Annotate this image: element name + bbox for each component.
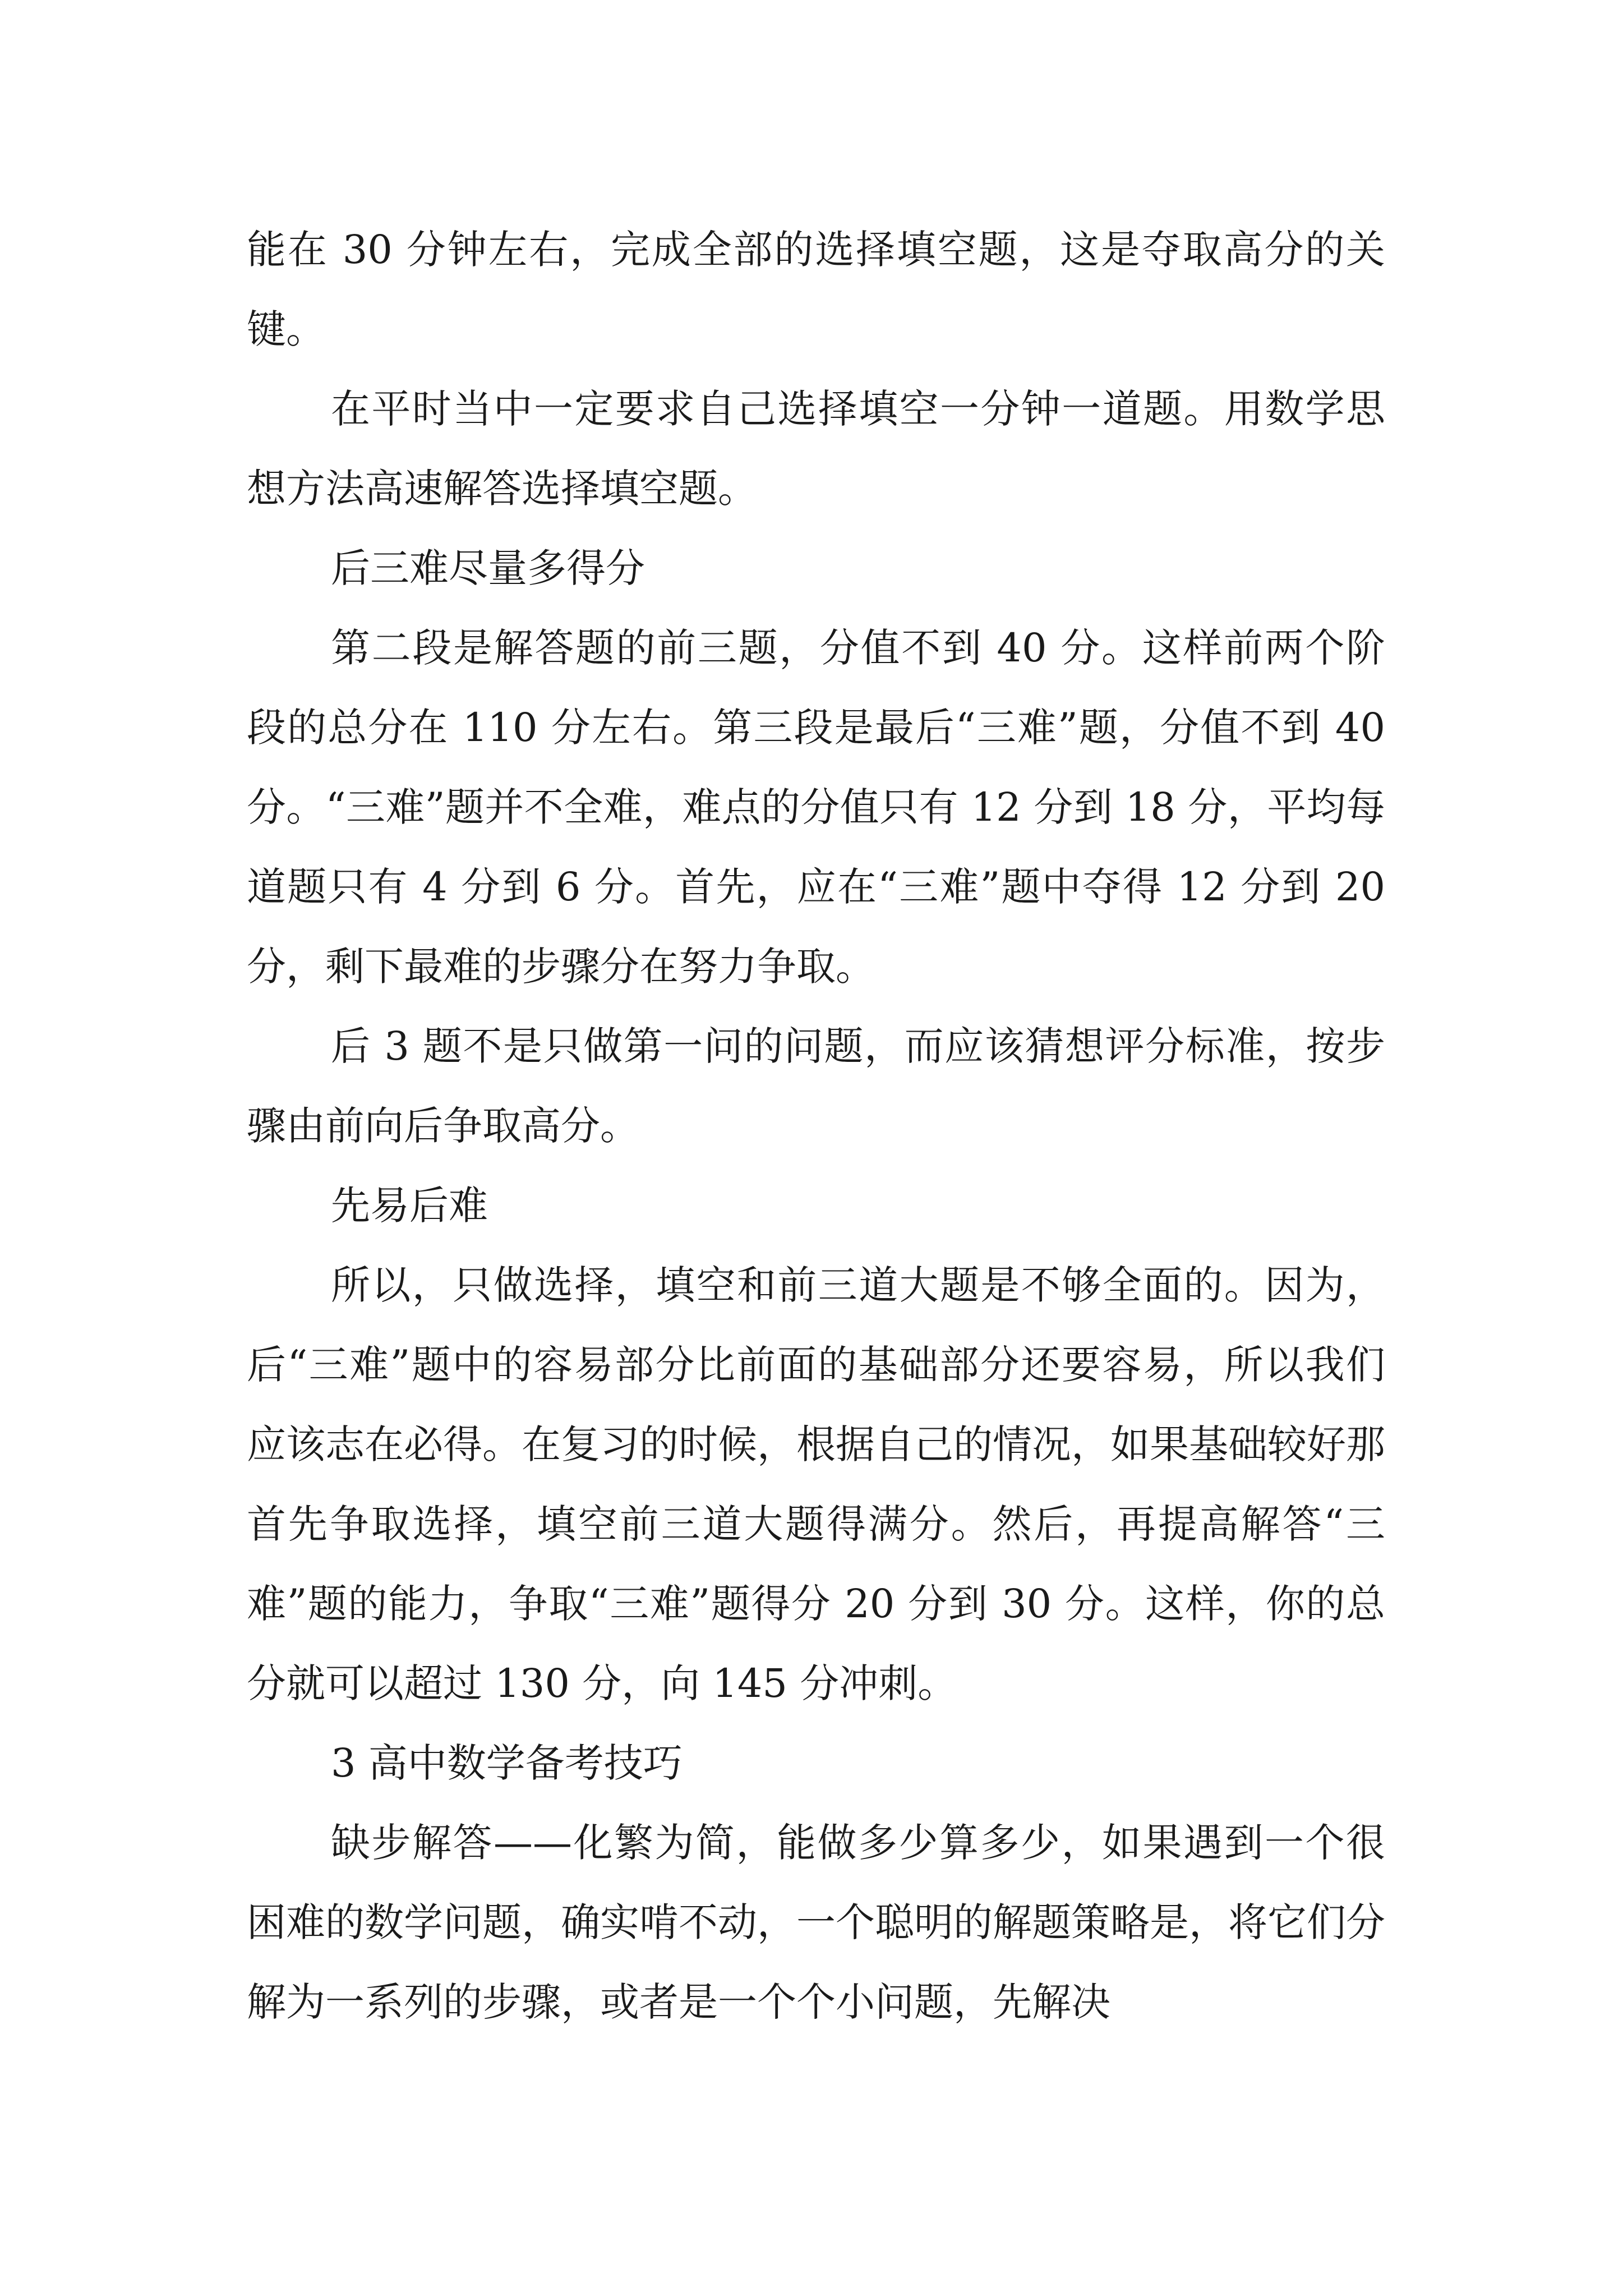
paragraph: 所以，只做选择，填空和前三道大题是不够全面的。因为，后“三难”题中的容易部分比前面的基础部分还要容易，所以我们应该志在必得。在复习的时候，根据自己的情况，如果基础较好那首先争取选择，填空前三道大题得满分。然后，再提高解答“三难”题的能力，争取“三难”题得分 20 分到 30 分。这样，你的总分就可以超过 130 分，向 145 分冲刺。 xyxy=(247,1262,1385,1706)
paragraph-continuation: 能在 30 分钟左右，完成全部的选择填空题，这是夺取高分的关键。 xyxy=(247,227,1385,352)
section-heading: 后三难尽量多得分 xyxy=(331,545,645,591)
section-heading: 3 高中数学备考技巧 xyxy=(331,1740,683,1786)
paragraph: 后 3 题不是只做第一问的问题，而应该猜想评分标准，按步骤由前向后争取高分。 xyxy=(247,1023,1385,1149)
document-body xyxy=(247,210,1385,2042)
section-heading: 先易后难 xyxy=(331,1182,488,1228)
paragraph: 第二段是解答题的前三题，分值不到 40 分。这样前两个阶段的总分在 110 分左右。第三段是最后“三难”题，分值不到 40 分。“三难”题并不全难，难点的分值只有 12 分到 18 分，平均每道题只有 4 分到 6 分。首先，应在“三难”题中夺得 12 分到 20 分，剩下最难的步骤分在努力争取。 xyxy=(247,625,1385,990)
paragraph: 在平时当中一定要求自己选择填空一分钟一道题。用数学思想方法高速解答选择填空题。 xyxy=(247,386,1385,512)
paragraph: 缺步解答——化繁为简，能做多少算多少，如果遇到一个很困难的数学问题，确实啃不动，一个聪明的解题策略是，将它们分解为一系列的步骤，或者是一个个小问题，先解决 xyxy=(247,1820,1385,2025)
